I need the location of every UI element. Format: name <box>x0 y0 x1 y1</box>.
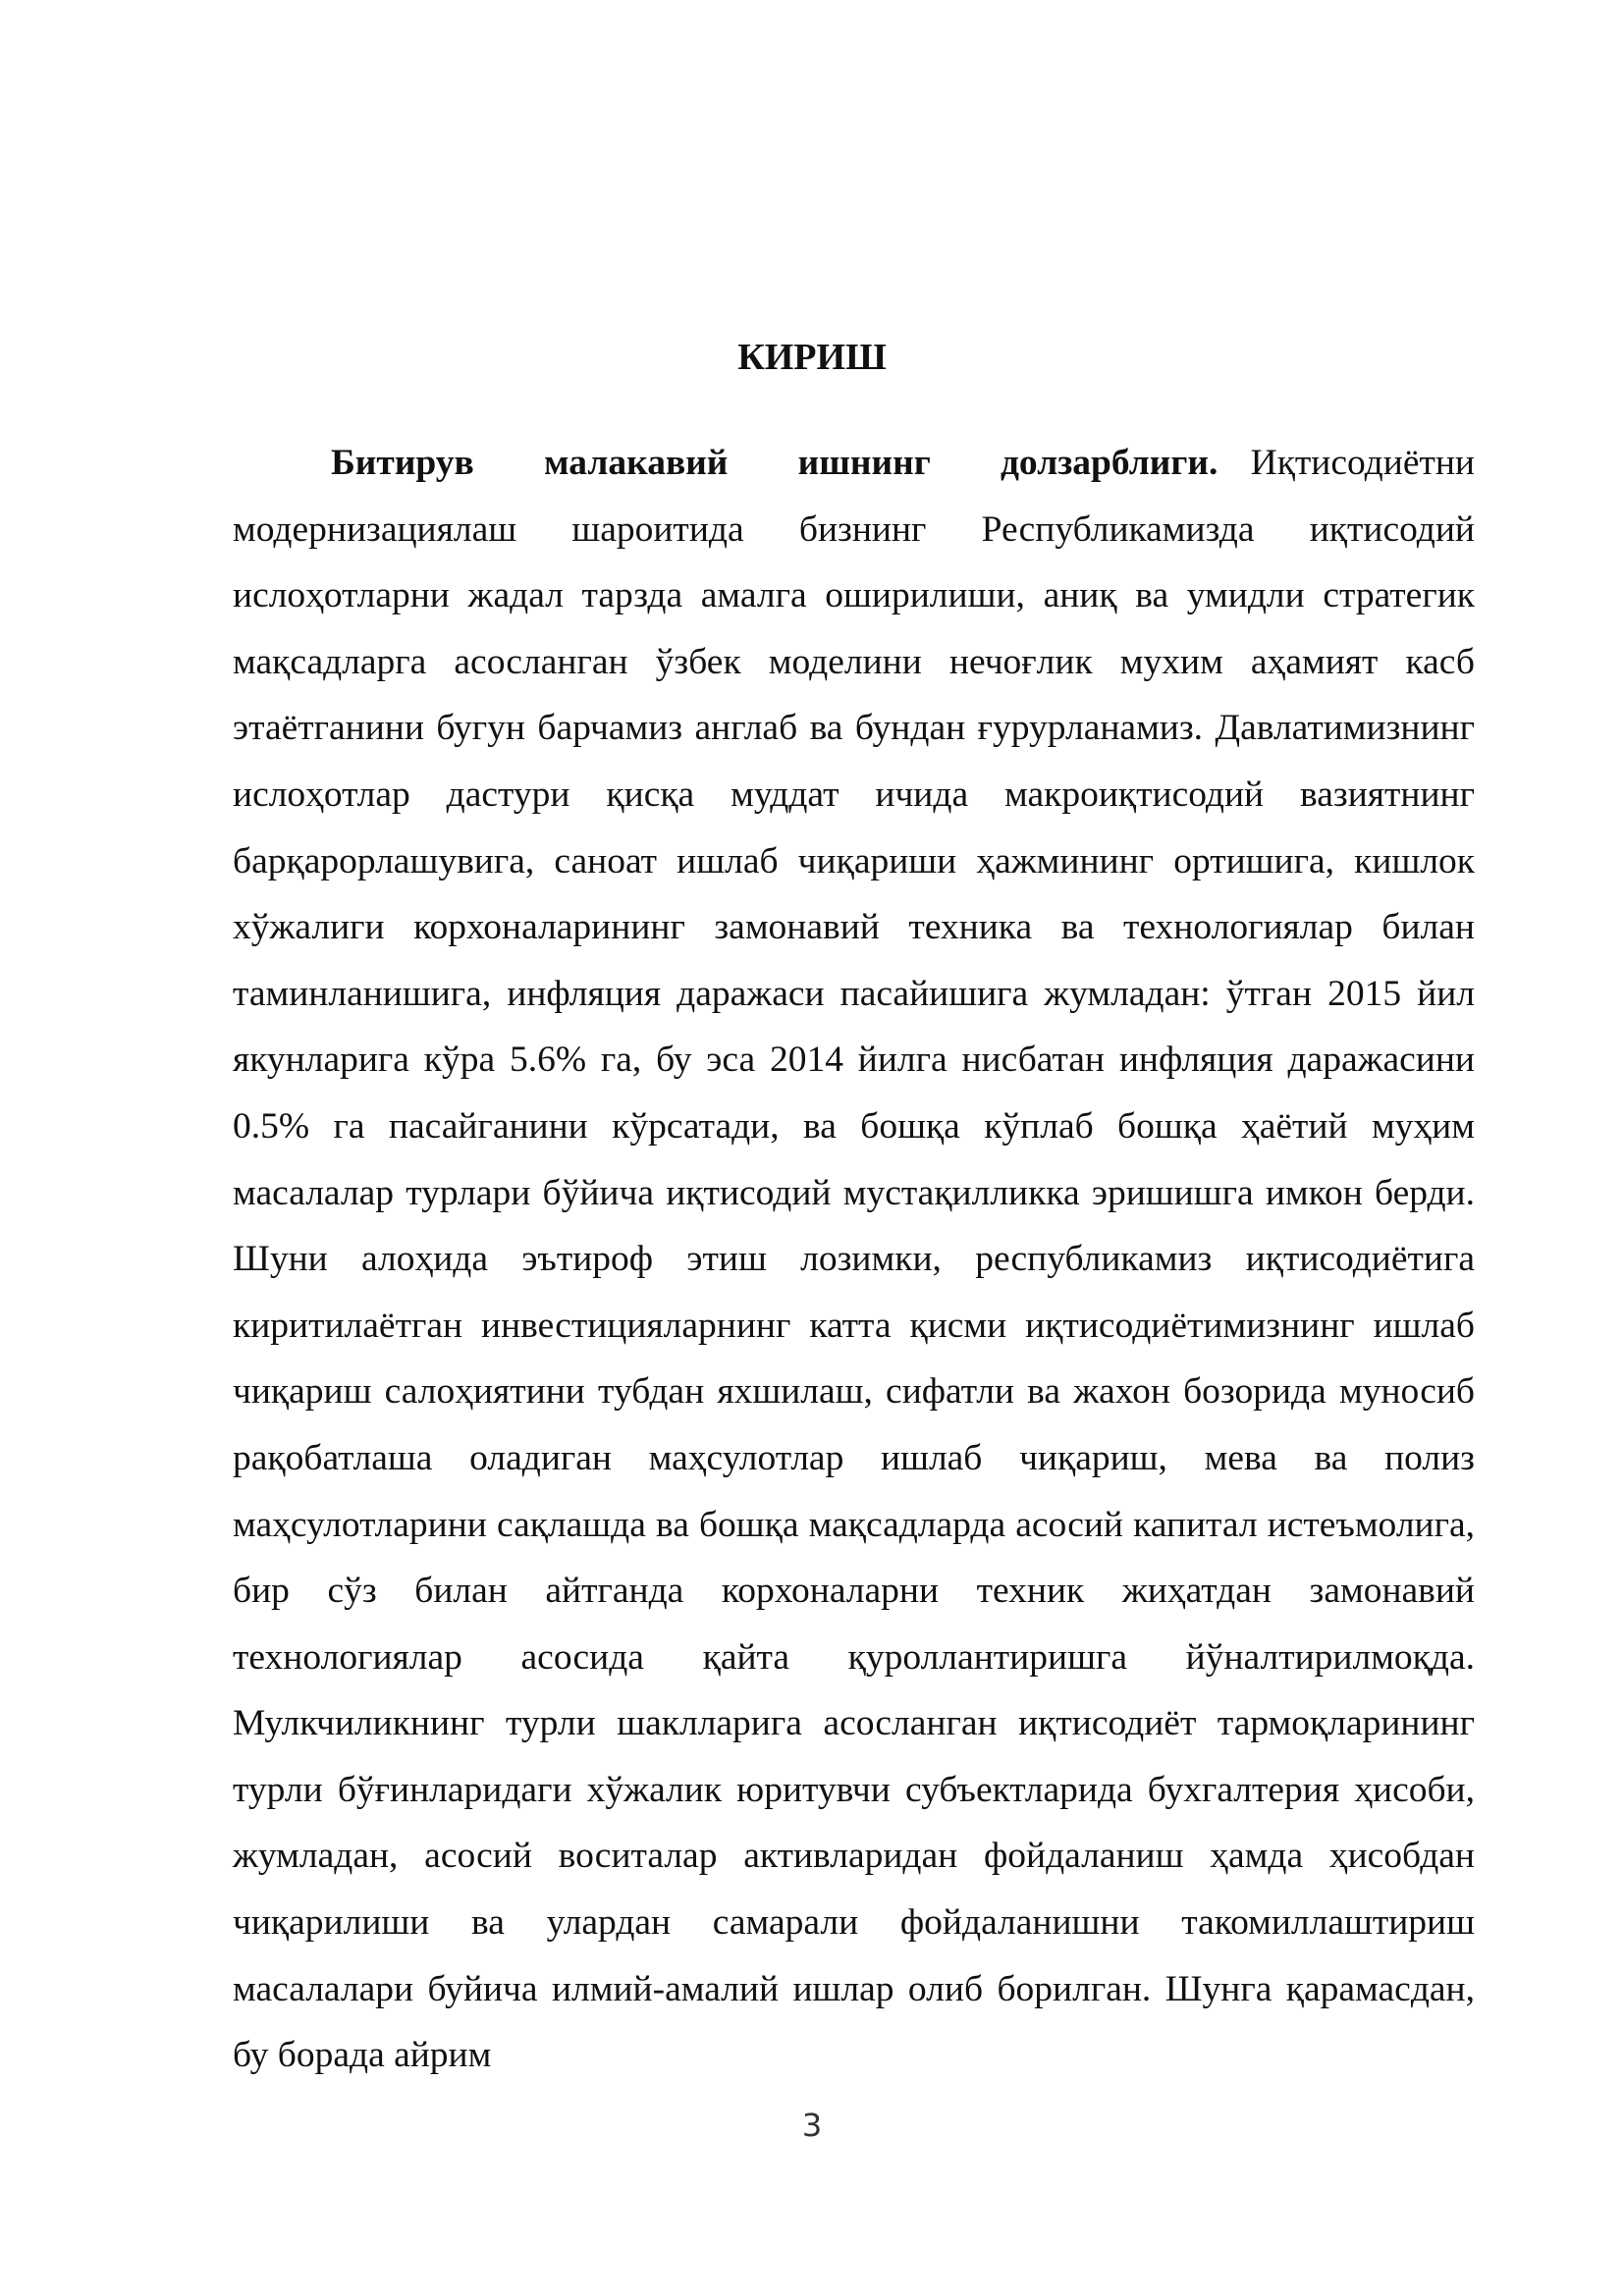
body-paragraph <box>233 430 1475 2089</box>
paragraph-lead: Битирув малакавий ишнинг долзарблиги. <box>331 443 1218 483</box>
section-heading: КИРИШ <box>737 337 887 378</box>
page-number: 3 <box>801 2107 823 2144</box>
paragraph-text: Иқтисодиётни модернизациялаш шароитида бизнинг Республикамизда иқтисодий ислоҳотларни жадал тарзда амалга оширилиши, аниқ ва умидли стратегик мақсадларга асосланган ўзбек моделини нечоғлик мухим аҳамият касб этаётганини бугун барчамиз англаб ва бундан ғурурланамиз. Давлатимизнинг ислоҳотлар дастури қисқа муддат ичида макроиқтисодий вазиятнинг барқарорлашувига, саноат ишлаб чиқариши ҳажмининг ортишига, кишлок хўжалиги корхоналарининг замонавий техника ва технологиялар билан таминланишига, инфляция даражаси пасайишига жумладан: ўтган 2015 йил якунларига кўра 5.6% га, бу эса 2014 йилга нисбатан инфляция даражасини 0.5% га пасайганини кўрсатади, ва бошқа кўплаб бошқа ҳаётий муҳим масалалар турлари бўйича иқтисодий мустақилликка эришишга имкон берди. Шуни алоҳида эътироф этиш лозимки, республикамиз иқтисодиётига киритилаётган инвестицияларнинг катта қисми иқтисодиётимизнинг ишлаб чиқариш салоҳиятини тубдан яхшилаш, сифатли ва жахон бозорида муносиб рақобатлаша оладиган маҳсулотлар ишлаб чиқариш, мева ва полиз маҳсулотларини сақлашда ва бошқа мақсадларда асосий капитал истеъмолига, бир сўз билан айтганда корхоналарни техник жиҳатдан замонавий технологиялар асосида қайта қуроллантиришга йўналтирилмоқда. Мулкчиликнинг турли шаклларига асосланган иқтисодиёт тармоқларининг турли бўғинларидаги хўжалик юритувчи субъектларида бухгалтерия ҳисоби, жумладан, асосий воситалар активларидан фойдаланиш ҳамда ҳисобдан чиқарилиши ва улардан самарали фойдаланишни такомиллаштириш масалалари буйича илмий-амалий ишлар олиб борилган. Шунга қарамасдан, бу борада айрим <box>233 443 1475 2076</box>
